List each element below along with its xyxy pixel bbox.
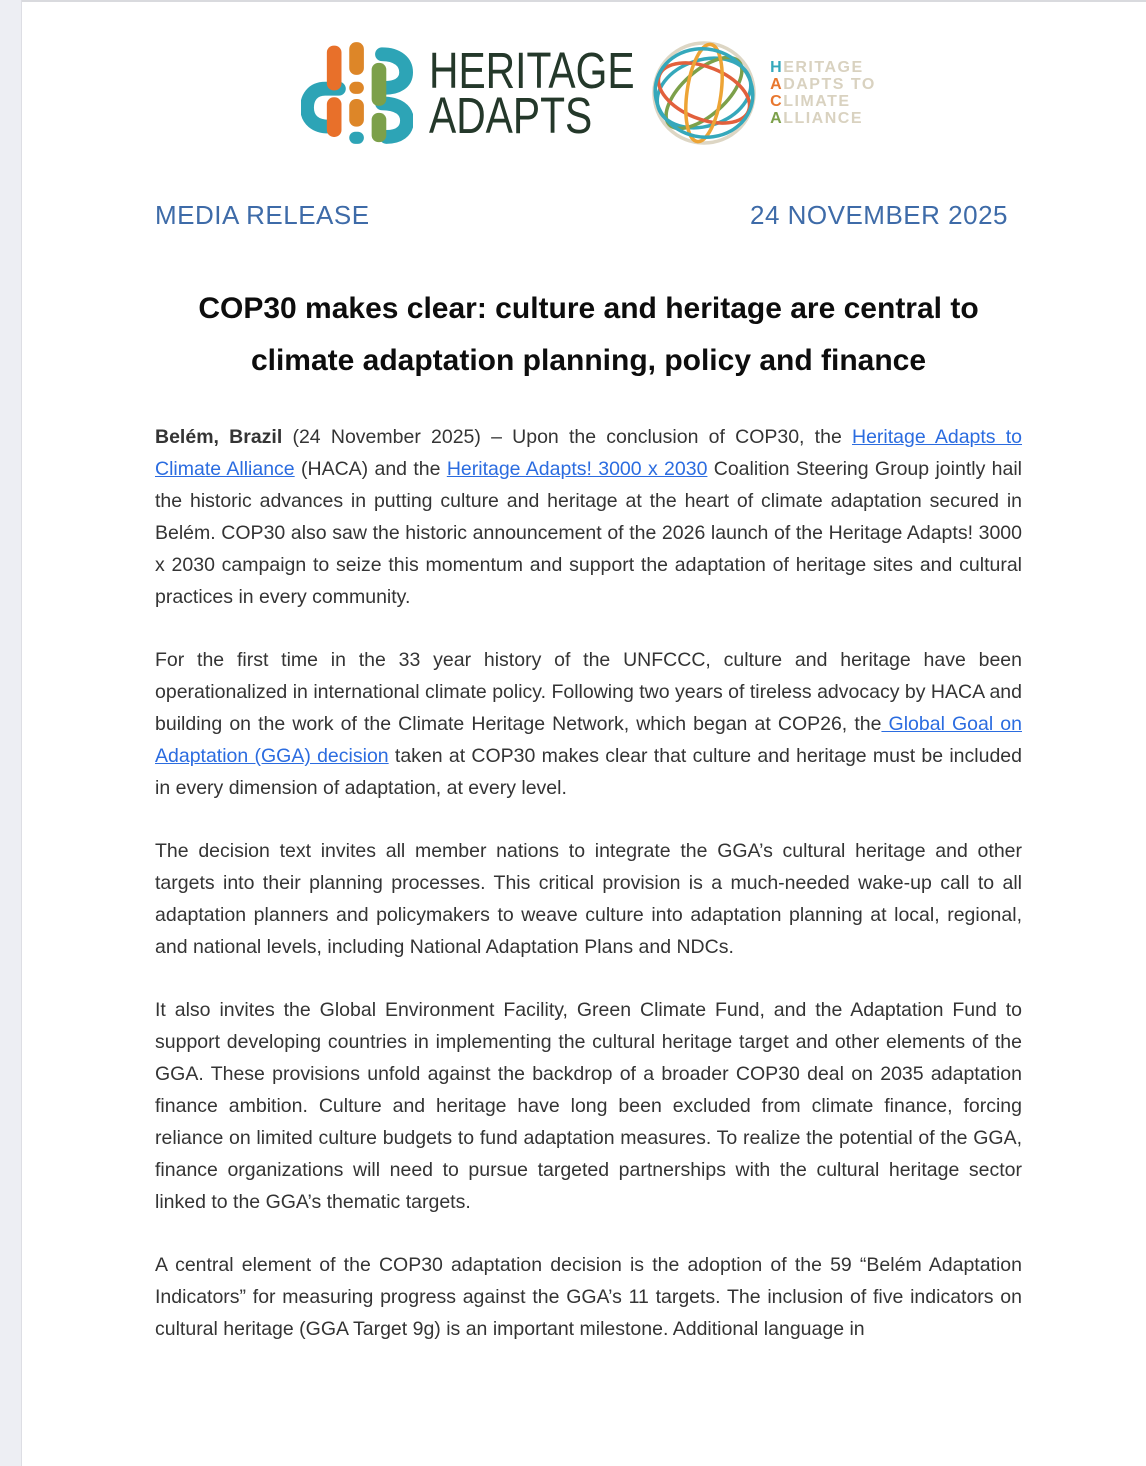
haca-line-2 [770,76,876,93]
media-release-page [22,0,1146,1466]
haca-wordmark [770,59,876,127]
text-run: The decision text invites all member nations to integrate the GGA’s cultural heritage and other targets into their planning processes. This critical provision is a much-needed wake-up call to all adaptation planners and policymakers to weave culture into adaptation planning at local, regional, and national levels, including National Adaptation Plans and NDCs. [155,840,1022,958]
inline-link[interactable]: Heritage Adapts to Climate Alliance [155,426,1023,480]
haca-initial: H [770,59,784,76]
text-run: A central element of the COP30 adaptation decision is the adoption of the 59 “Belém Adaptation Indicators” for measuring progress against the GGA’s 11 targets. The inclusion of five indicators on cultural heritage (GGA Target 9g) is an important milestone. Additional language in [155,1254,1022,1340]
inline-link[interactable]: Global Goal on Adaptation (GGA) decision [155,713,1022,767]
paragraph-1 [155,421,1022,613]
haca-line-4 [770,110,876,127]
haca-globe-icon [648,37,760,149]
wordmark-line2: ADAPTS [429,87,593,144]
text-run: It also invites the Global Environment Facility, Green Climate Fund, and the Adaptation Fund to support developing countries in implementing the cultural heritage target and other elements of the GGA. These provisions unfold against the backdrop of a broader COP30 deal on 2035 adaptation finance ambition. Culture and heritage have long been excluded from climate finance, forcing reliance on limited culture budgets to fund adaptation measures. To realize the potential of the GGA, finance organizations will need to pursue targeted partnerships with the cultural heritage sector linked to the GGA’s thematic targets. [155,999,1022,1213]
meta-row [155,200,1022,231]
paragraph-2 [155,644,1022,804]
haca-initial: A [770,76,784,93]
paragraph-4 [155,994,1022,1218]
text-run: Coalition Steering Group jointly hail the historic advances in putting culture and heritage at the heart of climate adaptation secured in Belém. COP30 also saw the historic announcement of the 2026 launch of the Heritage Adapts! 3000 x 2030 campaign to seize this momentum and support the adaptation of heritage sites and cultural practices in every community. [155,458,1023,608]
haca-initial: C [770,93,784,110]
haca-initial: A [770,110,784,127]
heritage-adapts-wordmark [429,42,635,144]
text-run: (24 November 2025) – Upon the conclusion of COP30, the [282,426,852,448]
paragraph-3 [155,835,1022,963]
wordmark-line1: HERITAGE [429,42,635,99]
release-date: 24 NOVEMBER 2025 [749,200,1008,230]
text-run: (HACA) and the [294,458,447,480]
text-run: taken at COP30 makes clear that culture and heritage must be included in every dimension of adaptation, at every level. [155,745,1022,799]
haca-rest-text: DAPTS TO [783,76,876,93]
haca-line-3 [770,93,876,110]
headline: COP30 makes clear: culture and heritage are central to climate adaptation planning, policy and finance [198,292,979,377]
text-run: For the first time in the 33 year history of the UNFCCC, culture and heritage have been operationalized in international climate policy. Following two years of tireless advocacy by HACA and building on the work of the Climate Heritage Network, which began at COP26, the [155,649,1022,735]
media-release-label: MEDIA RELEASE [155,200,370,230]
haca-rest-text: ERITAGE [783,59,864,76]
bold-run: Belém, Brazil [155,426,283,448]
haca-line-1 [770,59,876,76]
inline-link[interactable]: Heritage Adapts! 3000 x 2030 [446,458,708,480]
haca-rest-text: LLIANCE [783,110,864,127]
heritage-adapts-logo-icon [301,34,413,152]
page-gutter [0,0,22,1466]
paragraph-5 [155,1249,1022,1345]
haca-rest-text: LIMATE [783,93,851,110]
logo-header [155,32,1022,154]
body-text [155,421,1022,1345]
